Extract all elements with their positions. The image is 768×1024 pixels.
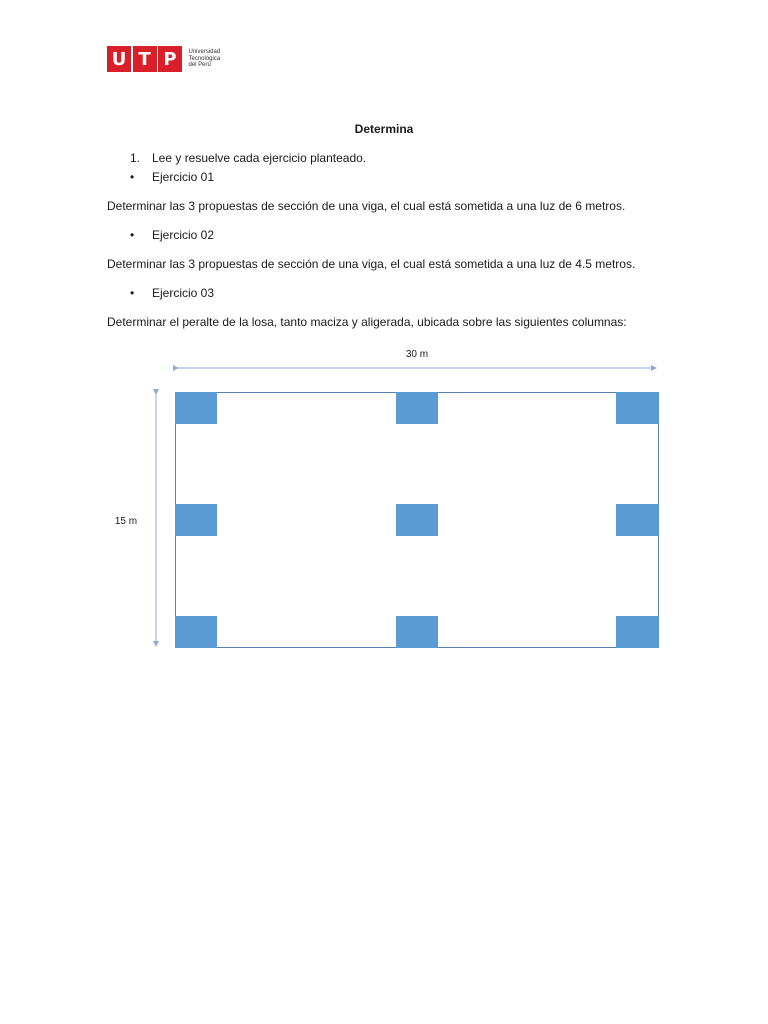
list-item <box>130 151 366 165</box>
list-item <box>130 228 214 242</box>
list-item-text: Ejercicio 03 <box>152 286 215 300</box>
list-item <box>130 170 214 184</box>
page-title: Determina <box>354 122 414 136</box>
column <box>396 392 438 424</box>
height-label: 15 m <box>114 516 138 527</box>
exercise-1-text: Determinar las 3 propuestas de sección de una viga, el cual está sometida a una luz de 6 metros. <box>107 199 626 213</box>
logo-letter-t: T <box>133 46 157 72</box>
utp-logo <box>107 46 220 72</box>
bullet-marker: • <box>130 170 135 184</box>
list-marker: 1. <box>130 151 141 165</box>
bullet-marker: • <box>130 286 135 300</box>
bullet-marker: • <box>130 228 135 242</box>
logo-text <box>189 49 221 69</box>
column-layout-diagram <box>100 340 670 660</box>
column <box>175 392 217 424</box>
list-item-text: Ejercicio 02 <box>152 228 215 242</box>
logo-text-line: Universidad <box>188 49 221 56</box>
column <box>175 616 217 648</box>
width-label: 30 m <box>405 349 429 360</box>
exercise-3-text: Determinar el peralte de la losa, tanto maciza y aligerada, ubicada sobre las siguientes columnas: <box>107 315 627 329</box>
column <box>616 616 659 648</box>
list-item-text: Lee y resuelve cada ejercicio planteado. <box>152 151 367 165</box>
list-item <box>130 286 214 300</box>
column <box>396 616 438 648</box>
logo-letter-u: U <box>107 46 131 72</box>
list-item-text: Ejercicio 01 <box>152 170 215 184</box>
column <box>616 392 659 424</box>
logo-letter-p: P <box>158 46 182 72</box>
logo-text-line: Tecnológica <box>188 55 221 62</box>
column <box>396 504 438 536</box>
column <box>175 504 217 536</box>
column <box>616 504 659 536</box>
logo-text-line: del Perú <box>188 62 211 69</box>
exercise-2-text: Determinar las 3 propuestas de sección de una viga, el cual está sometida a una luz de 4.5 metros. <box>107 257 636 271</box>
